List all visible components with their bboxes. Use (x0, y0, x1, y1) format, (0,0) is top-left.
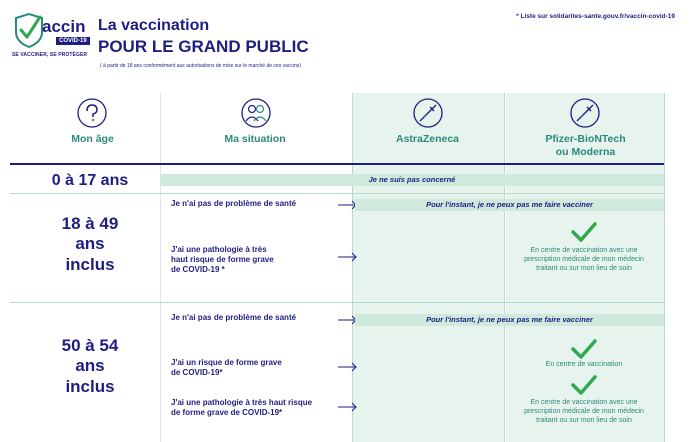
condition-line: J'ai un risque de forme grave (171, 358, 282, 367)
column-divider (352, 93, 353, 442)
page-title: La vaccination (98, 17, 210, 34)
column-divider (160, 93, 161, 442)
header-separator (10, 163, 664, 165)
condition-line: de COVID-19* (171, 368, 223, 377)
syringe-icon (569, 97, 601, 129)
column-header-age: Mon âge (71, 133, 114, 145)
arrow-right-icon (338, 362, 358, 372)
condition-line: de COVID-19 * (171, 265, 225, 274)
condition-line: J'ai une pathologie à très (171, 245, 267, 254)
age-line: ans (75, 356, 105, 376)
column-divider (664, 93, 665, 442)
people-icon (240, 97, 272, 129)
column-header-pfizer-sub: ou Moderna (555, 146, 616, 158)
logo-badge: COVID-19 (56, 37, 90, 45)
age-18-49 (30, 214, 150, 275)
syringe-icon (412, 97, 444, 129)
condition-line: J'ai une pathologie à très haut risque (171, 398, 313, 407)
vaccination-note: En centre de vaccination (545, 361, 623, 368)
page-subtitle: ( à partir de 18 ans conformément aux autorisations de mise sur le marché de ces vaccins) (100, 63, 301, 69)
condition-line: haut risque de forme grave (171, 255, 274, 264)
arrow-right-icon (338, 252, 358, 262)
check-icon (571, 339, 597, 359)
cannot-vaccinate-bar: Pour l'instant, je ne peux pas me faire vacciner (355, 314, 664, 326)
age-line: 50 à 54 (61, 336, 119, 355)
not-concerned-bar: Je ne suis pas concerné (160, 174, 664, 186)
vaccin-logo (12, 10, 90, 62)
condition-serious-risk (171, 358, 282, 378)
age-line: ans (75, 234, 105, 254)
arrow-right-icon (338, 402, 358, 412)
column-divider (504, 93, 505, 442)
question-head-icon (76, 97, 108, 129)
condition-very-high-risk (171, 245, 274, 275)
age-line: inclus (65, 254, 115, 274)
condition-line: de forme grave de COVID-19* (171, 408, 283, 417)
vaccination-note: En centre de vaccination avec une prescription médicale de mon médecin traitant ou sur mon lieu de soin (524, 247, 644, 273)
column-header-astrazeneca: AstraZeneca (395, 133, 460, 145)
column-header-situation: Ma situation (224, 133, 286, 145)
cannot-vaccinate-bar: Pour l'instant, je ne peux pas me faire vacciner (355, 199, 664, 211)
age-50-54 (30, 336, 150, 397)
condition-no-health-problem: Je n'ai pas de problème de santé (171, 199, 297, 208)
age-line: 18 à 49 (61, 214, 119, 233)
logo-tagline: SE VACCINER, SE PROTÉGER (12, 52, 88, 58)
astrazeneca-column-bg (352, 93, 504, 442)
vaccination-note: En centre de vaccination avec une prescription médicale de mon médecin traitant ou sur mon lieu de soin (524, 399, 644, 425)
column-header-pfizer: Pfizer-BioNTech (545, 133, 626, 145)
logo-word: accin (42, 17, 86, 36)
check-icon (571, 375, 597, 395)
condition-no-health-problem: Je n'ai pas de problème de santé (171, 313, 297, 322)
age-line: inclus (65, 376, 115, 396)
source-note: * Liste sur solidarites-sante.gouv.fr/vaccin-covid-19 (516, 13, 675, 20)
age-0-17: 0 à 17 ans (51, 172, 129, 189)
check-icon (571, 222, 597, 242)
condition-very-high-risk (171, 398, 312, 418)
page-title-sub: POUR LE GRAND PUBLIC (98, 37, 309, 56)
row-separator (10, 193, 664, 194)
row-separator (10, 302, 664, 303)
vaccin-logo-check-icon (12, 12, 46, 48)
